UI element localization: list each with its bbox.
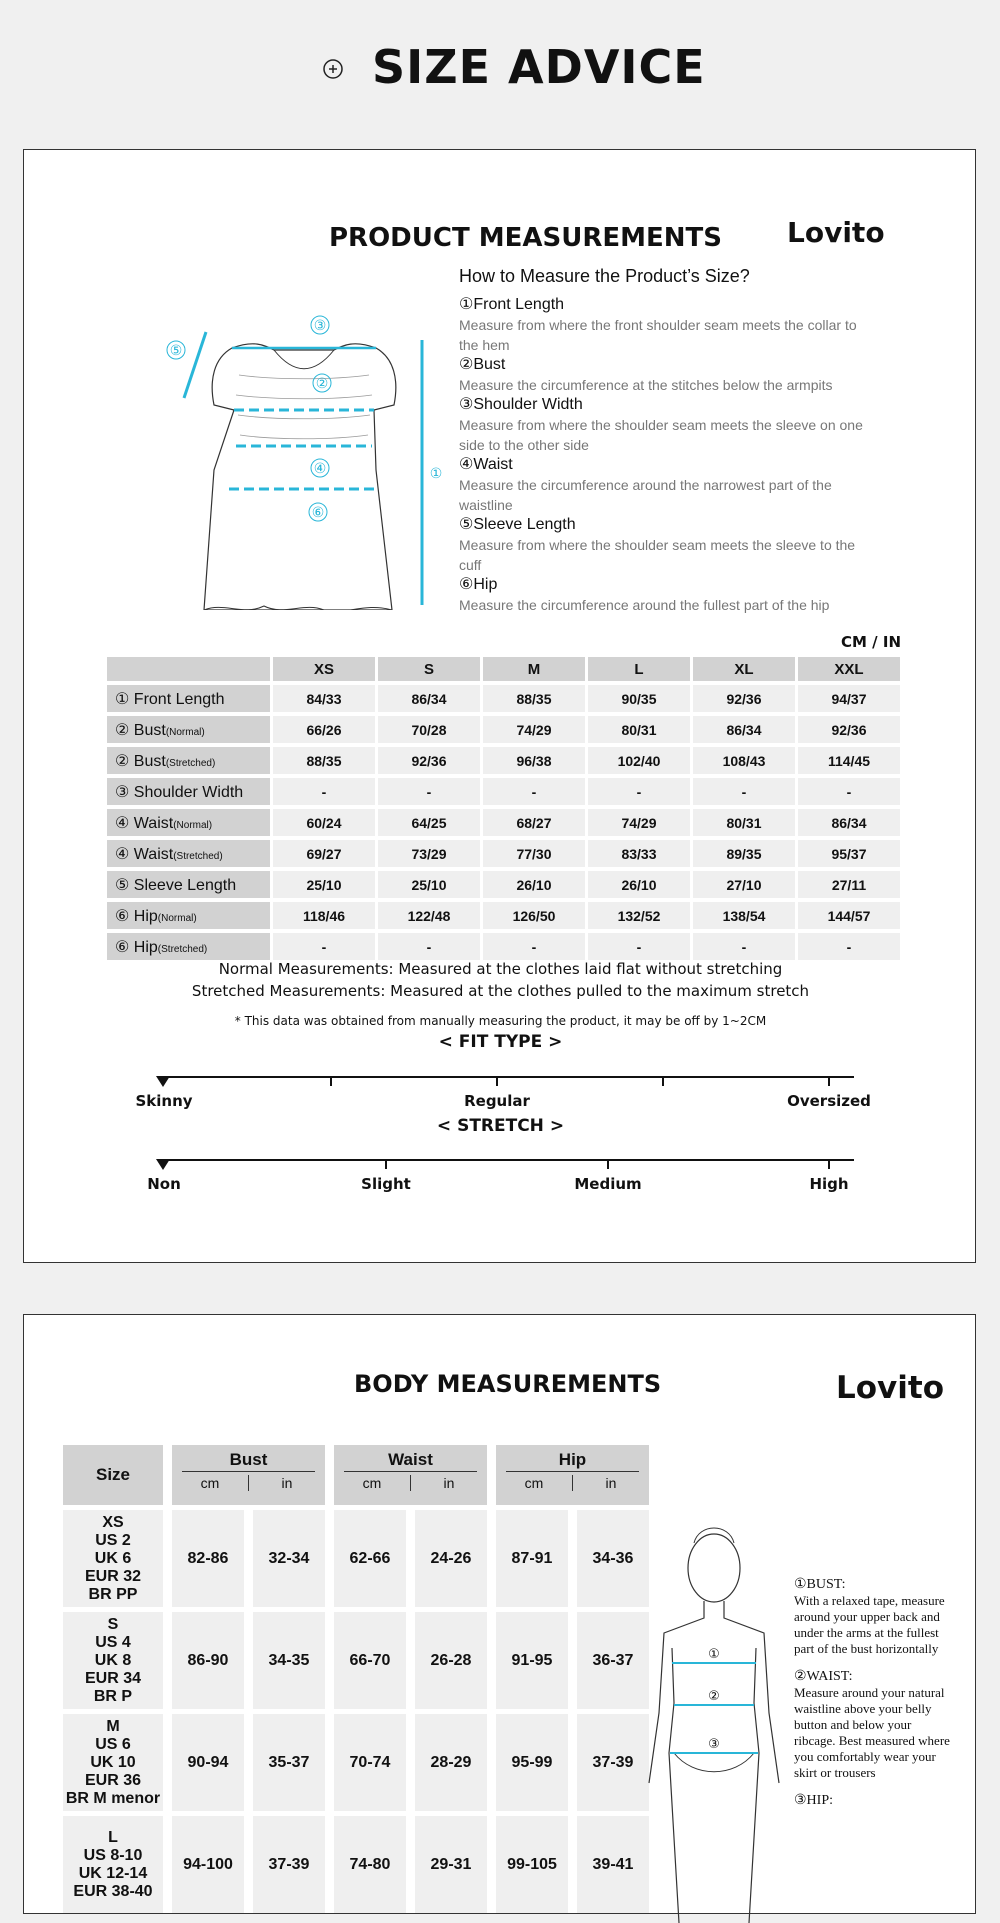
table-cell: 122/48 <box>378 902 480 929</box>
table-cell: 95/37 <box>798 840 900 867</box>
measure-item: ①Front Length Measure from where the front shoulder seam meets the collar to the hem <box>459 296 857 353</box>
diagram-label-2: ② <box>315 376 329 392</box>
table-cell: 74-80 <box>334 1816 406 1913</box>
table-cell: 37-39 <box>577 1714 649 1811</box>
size-header: L <box>588 657 690 681</box>
stretch-label: Non <box>147 1175 181 1193</box>
table-cell: 89/35 <box>693 840 795 867</box>
table-cell: 70/28 <box>378 716 480 743</box>
table-cell: 77/30 <box>483 840 585 867</box>
table-cell: 86/34 <box>693 716 795 743</box>
table-cell: 90/35 <box>588 685 690 712</box>
diagram-label-1: ① <box>429 466 443 482</box>
table-cell: - <box>588 933 690 960</box>
table-cell: 138/54 <box>693 902 795 929</box>
table-row <box>107 778 900 805</box>
stretch-label: High <box>809 1175 849 1193</box>
product-measurements-card <box>23 149 976 1263</box>
table-row <box>107 840 900 867</box>
product-measurements-title: PRODUCT MEASUREMENTS <box>329 223 722 253</box>
table-cell: - <box>378 933 480 960</box>
body-measure-notes <box>794 1565 954 1809</box>
bust-header: Bust cm in <box>172 1445 325 1505</box>
size-header: M <box>483 657 585 681</box>
table-row <box>107 871 900 898</box>
measure-item: ⑤Sleeve Length Measure from where the shoulder seam meets the sleeve to the cuff <box>459 516 856 573</box>
table-cell: 28-29 <box>415 1714 487 1811</box>
measure-item: ④Waist Measure the circumference around the narrowest part of the waistline <box>459 456 832 513</box>
row-label: ② Bust(Stretched) <box>107 747 270 774</box>
table-cell: 86/34 <box>378 685 480 712</box>
body-measurements-title: BODY MEASUREMENTS <box>354 1370 662 1398</box>
body-note: ①BUST: With a relaxed tape, measure around your upper back and under the arms at the fullest part of the bust horizontally <box>794 1577 945 1656</box>
table-cell: 99-105 <box>496 1816 568 1913</box>
size-header: S <box>378 657 480 681</box>
fit-type-label: Regular <box>464 1092 530 1110</box>
row-label: ④ Waist(Normal) <box>107 809 270 836</box>
figure-label-1: ① <box>708 1647 720 1662</box>
table-cell: 86/34 <box>798 809 900 836</box>
row-label: ② Bust(Normal) <box>107 716 270 743</box>
table-row <box>107 933 900 960</box>
note-normal: Normal Measurements: Measured at the clothes laid flat without stretching <box>218 960 783 978</box>
table-cell: 27/10 <box>693 871 795 898</box>
hip-header: Hip cm in <box>496 1445 649 1505</box>
table-cell: 95-99 <box>496 1714 568 1811</box>
table-cell: 82-86 <box>172 1510 244 1607</box>
table-cell: - <box>273 778 375 805</box>
stretch-label: Slight <box>361 1175 411 1193</box>
table-cell: - <box>693 933 795 960</box>
table-cell: 88/35 <box>483 685 585 712</box>
table-cell: 70-74 <box>334 1714 406 1811</box>
table-cell: - <box>378 778 480 805</box>
product-size-table <box>104 653 903 964</box>
table-cell: 144/57 <box>798 902 900 929</box>
table-cell: 94-100 <box>172 1816 244 1913</box>
size-cell: L US 8-10 UK 12-14 EUR 38-40 <box>63 1816 163 1913</box>
stretch-scale <box>24 1159 977 1219</box>
table-row <box>107 685 900 712</box>
brand-logo: Lovito <box>836 1370 945 1406</box>
how-to-measure-title: How to Measure the Product’s Size? <box>459 266 750 286</box>
row-label: ⑥ Hip(Stretched) <box>107 933 270 960</box>
fit-type-tick <box>330 1076 332 1086</box>
table-row <box>107 902 900 929</box>
table-cell: - <box>693 778 795 805</box>
stretch-title: < STRETCH > <box>436 1116 565 1136</box>
diagram-label-4: ④ <box>313 461 327 477</box>
diagram-label-3: ③ <box>313 318 327 334</box>
table-cell: 32-34 <box>253 1510 325 1607</box>
row-label: ⑥ Hip(Normal) <box>107 902 270 929</box>
page-header <box>0 0 1000 140</box>
page-title: SIZE ADVICE <box>372 40 706 94</box>
table-cell: 35-37 <box>253 1714 325 1811</box>
figure-label-3: ③ <box>708 1737 720 1752</box>
measure-item: ②Bust Measure the circumference at the stitches below the armpits <box>459 356 833 393</box>
row-label: ⑤ Sleeve Length <box>107 871 270 898</box>
diagram-label-6: ⑥ <box>311 505 325 521</box>
table-cell: 37-39 <box>253 1816 325 1913</box>
table-corner <box>107 657 270 681</box>
dress-diagram <box>154 280 444 610</box>
table-cell: 91-95 <box>496 1612 568 1709</box>
table-cell: 36-37 <box>577 1612 649 1709</box>
table-cell: 96/38 <box>483 747 585 774</box>
table-cell: 126/50 <box>483 902 585 929</box>
fit-type-label: Skinny <box>135 1092 193 1110</box>
stretch-line <box>164 1159 854 1161</box>
table-cell: 88/35 <box>273 747 375 774</box>
measure-item: ③Shoulder Width Measure from where the shoulder seam meets the sleeve on one side to the other side <box>459 396 863 453</box>
table-cell: 132/52 <box>588 902 690 929</box>
stretch-marker <box>156 1159 170 1170</box>
table-row <box>63 1612 649 1709</box>
table-header-row <box>63 1445 649 1505</box>
stretch-tick <box>607 1159 609 1169</box>
table-cell: 66/26 <box>273 716 375 743</box>
body-measurements-card <box>23 1314 976 1914</box>
fit-type-tick <box>828 1076 830 1086</box>
table-row <box>63 1510 649 1607</box>
fit-type-title: < FIT TYPE > <box>438 1032 563 1052</box>
table-cell: 87-91 <box>496 1510 568 1607</box>
size-cell: XS US 2 UK 6 EUR 32 BR PP <box>63 1510 163 1607</box>
how-to-measure <box>459 266 879 615</box>
figure-label-2: ② <box>708 1689 720 1704</box>
body-size-table <box>54 1440 658 1918</box>
table-cell: 26-28 <box>415 1612 487 1709</box>
table-row <box>63 1816 649 1913</box>
table-cell: 102/40 <box>588 747 690 774</box>
size-header: XL <box>693 657 795 681</box>
table-cell: - <box>588 778 690 805</box>
note-stretched: Stretched Measurements: Measured at the clothes pulled to the maximum stretch <box>191 982 810 1000</box>
body-note: ③HIP: <box>794 1793 833 1808</box>
table-cell: 92/36 <box>378 747 480 774</box>
table-cell: 27/11 <box>798 871 900 898</box>
brand-logo: Lovito <box>787 216 885 249</box>
diagram-label-5: ⑤ <box>169 343 183 359</box>
table-header-row <box>107 657 900 681</box>
stretch-label: Medium <box>574 1175 642 1193</box>
table-cell: 29-31 <box>415 1816 487 1913</box>
size-column-header: Size <box>63 1445 163 1505</box>
body-figure-diagram <box>644 1523 784 1923</box>
table-cell: 74/29 <box>483 716 585 743</box>
unit-label: CM / IN <box>841 633 901 651</box>
table-cell: 92/36 <box>693 685 795 712</box>
measure-item: ⑥Hip Measure the circumference around the fullest part of the hip <box>459 576 830 613</box>
table-cell: 68/27 <box>483 809 585 836</box>
table-cell: 114/45 <box>798 747 900 774</box>
table-cell: 62-66 <box>334 1510 406 1607</box>
table-cell: 64/25 <box>378 809 480 836</box>
size-cell: M US 6 UK 10 EUR 36 BR M menor <box>63 1714 163 1811</box>
table-row <box>63 1714 649 1811</box>
table-cell: 24-26 <box>415 1510 487 1607</box>
row-label: ① Front Length <box>107 685 270 712</box>
stretch-tick <box>385 1159 387 1169</box>
table-cell: 69/27 <box>273 840 375 867</box>
body-note: ②WAIST: Measure around your natural waistline above your belly button and below your ribcage. Best measured where you comfortably wear your skirt or trousers <box>794 1669 950 1780</box>
table-cell: 90-94 <box>172 1714 244 1811</box>
size-cell: S US 4 UK 8 EUR 34 BR P <box>63 1612 163 1709</box>
table-cell: - <box>798 778 900 805</box>
table-cell: 26/10 <box>588 871 690 898</box>
table-cell: 83/33 <box>588 840 690 867</box>
table-cell: - <box>273 933 375 960</box>
table-cell: 66-70 <box>334 1612 406 1709</box>
waist-header: Waist cm in <box>334 1445 487 1505</box>
table-cell: 118/46 <box>273 902 375 929</box>
table-row <box>107 747 900 774</box>
table-cell: 80/31 <box>588 716 690 743</box>
table-cell: 39-41 <box>577 1816 649 1913</box>
fit-type-marker <box>156 1076 170 1087</box>
table-row <box>107 716 900 743</box>
size-header: XS <box>273 657 375 681</box>
table-cell: 25/10 <box>378 871 480 898</box>
table-cell: 84/33 <box>273 685 375 712</box>
row-label: ③ Shoulder Width <box>107 778 270 805</box>
fit-type-tick <box>496 1076 498 1086</box>
table-cell: 26/10 <box>483 871 585 898</box>
table-cell: 34-36 <box>577 1510 649 1607</box>
fit-type-line <box>164 1076 854 1078</box>
table-cell: 25/10 <box>273 871 375 898</box>
stretch-tick <box>828 1159 830 1169</box>
size-header: XXL <box>798 657 900 681</box>
note-data-accuracy: * This data was obtained from manually measuring the product, it may be off by 1~2CM <box>234 1014 767 1028</box>
table-cell: 60/24 <box>273 809 375 836</box>
table-cell: 94/37 <box>798 685 900 712</box>
table-cell: - <box>798 933 900 960</box>
table-cell: 73/29 <box>378 840 480 867</box>
fit-type-label: Oversized <box>787 1092 871 1110</box>
table-cell: 108/43 <box>693 747 795 774</box>
table-cell: 80/31 <box>693 809 795 836</box>
zoom-in-icon[interactable] <box>322 58 344 80</box>
table-cell: 92/36 <box>798 716 900 743</box>
row-label: ④ Waist(Stretched) <box>107 840 270 867</box>
table-cell: 74/29 <box>588 809 690 836</box>
table-row <box>107 809 900 836</box>
table-cell: 86-90 <box>172 1612 244 1709</box>
table-cell: - <box>483 933 585 960</box>
fit-type-tick <box>662 1076 664 1086</box>
table-cell: - <box>483 778 585 805</box>
table-cell: 34-35 <box>253 1612 325 1709</box>
